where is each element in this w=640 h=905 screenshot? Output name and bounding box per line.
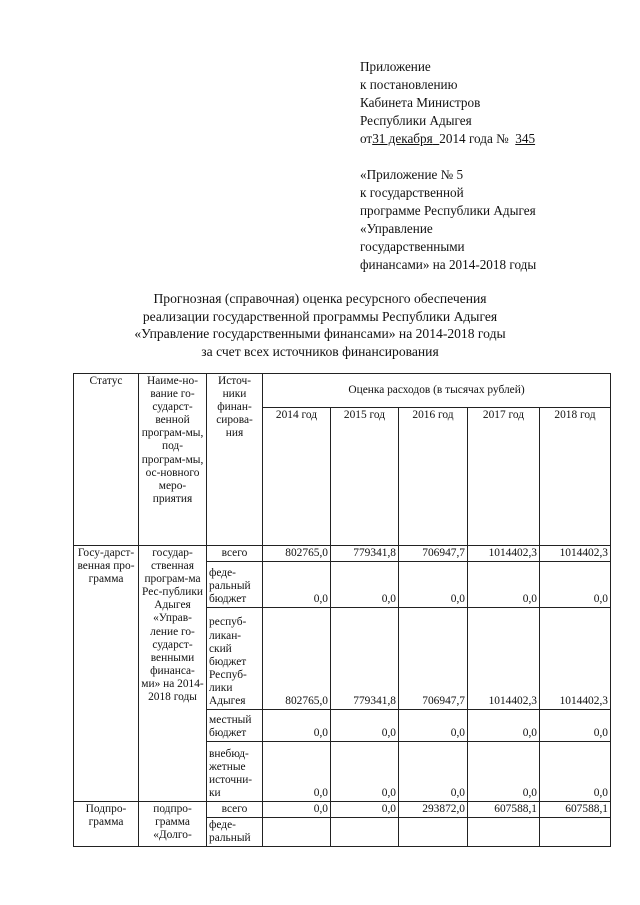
source-cell: всего [207,546,263,562]
header-year: 2016 год [399,408,468,546]
value-cell: 0,0 [263,802,331,818]
header-year: 2017 год [468,408,540,546]
title-line: реализации государственной программы Республики Адыгея [142,308,498,324]
table-row [74,546,611,562]
stamp-line: к постановлению [360,77,458,92]
title-line: Прогнозная (справочная) оценка ресурсного обеспечения [153,291,487,306]
source-cell: феде-ральный [207,818,263,847]
decree-stamp [360,58,620,148]
stamp-line: Кабинета Министров [360,95,481,110]
value-cell: 0,0 [540,742,611,802]
value-cell: 802765,0 [263,608,331,710]
header-name: Наиме-но-вание го-сударст-венной програм-мы, под-програм-мы, ос-новного меро-приятия [139,374,207,546]
program-status: Госу-дарст-венная про-грамма [74,546,139,802]
value-cell: 1014402,3 [468,546,540,562]
value-cell: 0,0 [540,562,611,608]
value-cell [331,818,399,847]
value-cell: 0,0 [468,710,540,742]
value-cell: 607588,1 [468,802,540,818]
header-year: 2018 год [540,408,611,546]
table-row [74,802,611,818]
value-cell: 779341,8 [331,546,399,562]
header-estimate: Оценка расходов (в тысячах рублей) [263,374,611,408]
value-cell: 293872,0 [399,802,468,818]
value-cell: 0,0 [399,710,468,742]
stamp-line: Приложение [360,59,431,74]
value-cell [399,818,468,847]
value-cell: 0,0 [263,742,331,802]
value-cell: 607588,1 [540,802,611,818]
program-name: государ-ственная програм-ма Рес-публики Адыгея «Управ-ление го-сударст-венными финансa-ми» на 2014-2018 годы [139,546,207,802]
value-cell: 0,0 [331,742,399,802]
appendix-line: «Приложение № 5 [360,167,464,182]
title-line: «Управление государственными финансами» на 2014-2018 годы [134,326,506,341]
resource-table [73,373,611,847]
value-cell: 706947,7 [399,608,468,710]
source-cell: феде-ральный бюджет [207,562,263,608]
value-cell: 0,0 [331,562,399,608]
value-cell: 779341,8 [331,608,399,710]
value-cell [263,818,331,847]
header-year: 2014 год [263,408,331,546]
source-cell: внебюд-жетные источни-ки [207,742,263,802]
decree-number: 345 [515,131,536,146]
appendix-line: к государственной [360,185,464,200]
appendix-line: финансами» на 2014-2018 годы [360,257,537,272]
value-cell: 0,0 [399,562,468,608]
value-cell: 1014402,3 [468,608,540,710]
value-cell: 0,0 [468,562,540,608]
decree-date-line [360,130,620,148]
value-cell: 0,0 [263,562,331,608]
value-cell: 802765,0 [263,546,331,562]
value-cell: 706947,7 [399,546,468,562]
appendix-line: государственными [360,239,465,254]
source-cell: всего [207,802,263,818]
subprogram-status: Подпро-грамма [74,802,139,847]
decree-from: от [360,131,373,146]
value-cell [540,818,611,847]
value-cell: 0,0 [263,710,331,742]
stamp-line: Республики Адыгея [360,113,472,128]
value-cell: 0,0 [399,742,468,802]
source-cell: местный бюджет [207,710,263,742]
document-title [60,290,580,360]
decree-year: 2014 года № [439,131,509,146]
appendix-line: «Управление [360,221,433,236]
value-cell: 0,0 [540,710,611,742]
appendix-line: программе Республики Адыгея [360,203,536,218]
header-status: Статус [74,374,139,546]
value-cell: 0,0 [331,802,399,818]
appendix-stamp [360,166,620,274]
value-cell: 1014402,3 [540,546,611,562]
value-cell: 0,0 [468,742,540,802]
header-year: 2015 год [331,408,399,546]
value-cell: 0,0 [331,710,399,742]
value-cell [468,818,540,847]
decree-day-month: 31 декабря [372,131,433,146]
header-source: Источ-ники финан-сирова-ния [207,374,263,546]
title-line: за счет всех источников финансирования [201,343,439,359]
subprogram-name: подпро-грамма «Долго- [139,802,207,847]
source-cell: респуб-ликан-ский бюджет Респуб-лики Адыгея [207,608,263,710]
value-cell: 1014402,3 [540,608,611,710]
